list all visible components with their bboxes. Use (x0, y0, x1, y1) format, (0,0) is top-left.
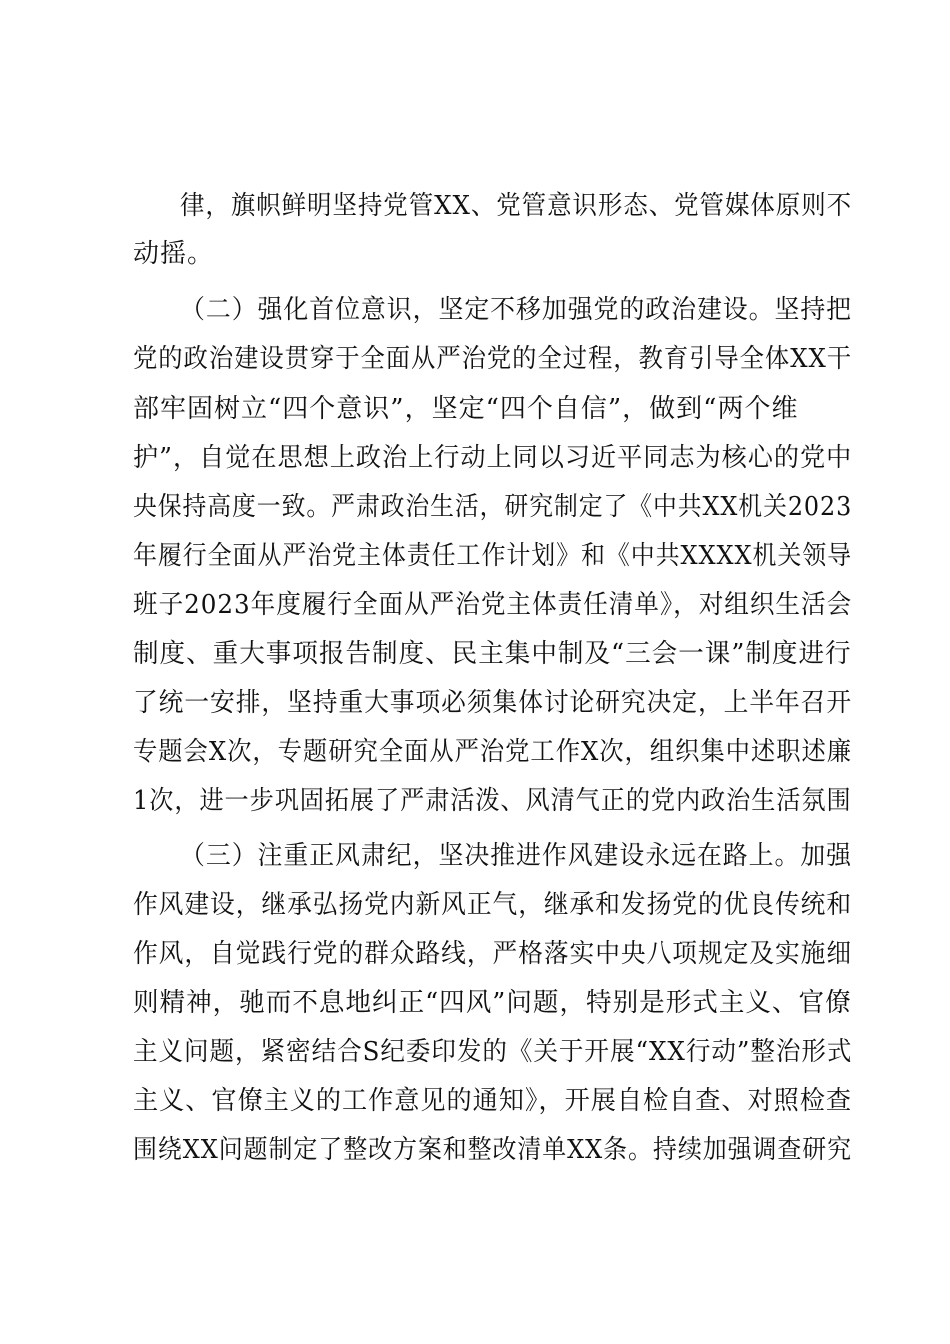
text-line: 1次，进一步巩固拓展了严肃活泼、风清气正的党内政治生活氛围 (133, 786, 852, 816)
text-line: 作风建设，继承弘扬党内新风正气，继承和发扬党的优良传统和 (133, 890, 853, 920)
text-line: 动摇。 (133, 239, 215, 269)
paragraph-heading-3: （三）注重正风肃纪，坚决推进作风建设永远在路上。加强 (180, 841, 853, 871)
text-line: 护”，自觉在思想上政治上行动上同以习近平同志为核心的党中 (133, 443, 853, 473)
text-line: 律，旗帜鲜明坚持党管XX、党管意识形态、党管媒体原则不 (180, 191, 853, 221)
text-line: 作风，自觉践行党的群众路线，严格落实中央八项规定及实施细 (133, 939, 853, 969)
text-line: 主义、官僚主义的工作意见的通知》，开展自检自查、对照检查 (133, 1086, 853, 1116)
text-line: 了统一安排，坚持重大事项必须集体讨论研究决定，上半年召开 (133, 688, 853, 718)
text-line: 央保持高度一致。严肃政治生活，研究制定了《中共XX机关2023 (133, 492, 853, 522)
text-line: 党的政治建设贯穿于全面从严治党的全过程，教育引导全体XX干 (133, 344, 853, 374)
text-line: 专题会X次，专题研究全面从严治党工作X次，组织集中述职述廉 (133, 737, 853, 767)
text-line: 年履行全面从严治党主体责任工作计划》和《中共XXXX机关领导 (133, 541, 853, 571)
text-line: 部牢固树立“四个意识”，坚定“四个自信”，做到“两个维 (133, 394, 799, 424)
text-line: 班子2023年度履行全面从严治党主体责任清单》，对组织生活会 (133, 590, 853, 620)
paragraph-heading-2: （二）强化首位意识，坚定不移加强党的政治建设。坚持把 (180, 295, 853, 325)
text-line: 主义问题，紧密结合S纪委印发的《关于开展“XX行动”整治形式 (133, 1037, 853, 1067)
text-line: 围绕XX问题制定了整改方案和整改清单XX条。持续加强调查研究 (133, 1135, 853, 1165)
text-line: 则精神，驰而不息地纠正“四风”问题，特别是形式主义、官僚 (133, 988, 852, 1018)
text-line: 制度、重大事项报告制度、民主集中制及“三会一课”制度进行 (133, 639, 852, 669)
